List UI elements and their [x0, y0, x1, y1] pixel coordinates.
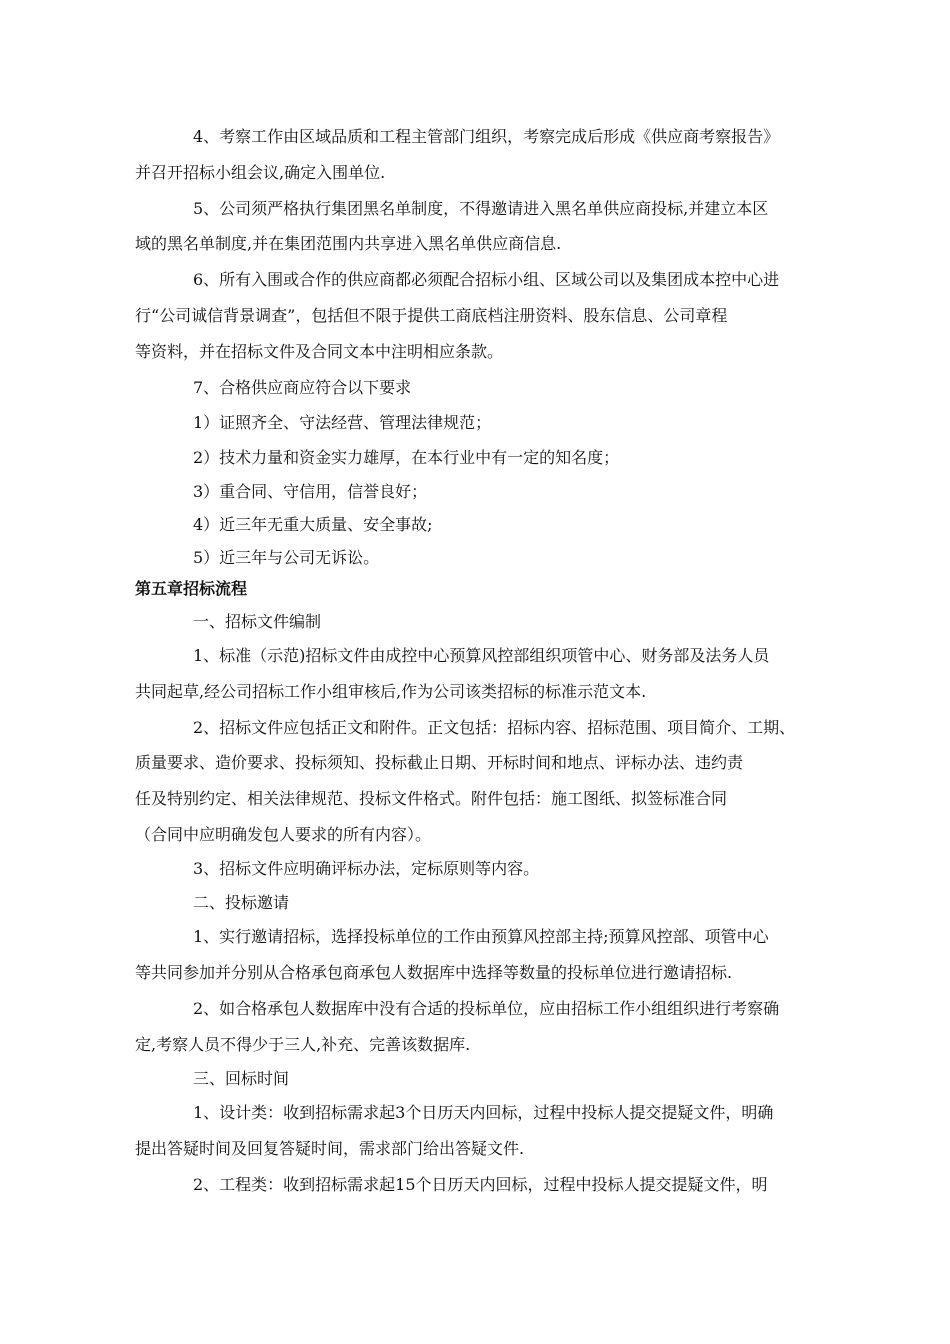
paragraph-line: 3、招标文件应明确评标办法，定标原则等内容。 — [193, 859, 540, 878]
paragraph-line: 共同起草,经公司招标工作小组审核后,作为公司该类招标的标准示范文本. — [135, 682, 647, 701]
chapter-heading: 第五章招标流程 — [135, 579, 248, 598]
paragraph-line: 并召开招标小组会议,确定入围单位. — [135, 163, 386, 182]
paragraph-line: 质量要求、造价要求、投标须知、投标截止日期、开标时间和地点、评标办法、违约责 — [135, 753, 744, 772]
paragraph-line: 定,考察人员不得少于三人,补充、完善该数据库. — [135, 1035, 471, 1054]
paragraph-line: 行“公司诚信背景调查”，包括但不限于提供工商底档注册资料、股东信息、公司章程 — [135, 306, 728, 325]
list-item: 1）证照齐全、守法经营、管理法律规范； — [193, 413, 492, 432]
list-item: 5）近三年与公司无诉讼。 — [193, 548, 380, 567]
paragraph-line: 2、工程类：收到招标需求起15个日历天内回标，过程中投标人提交提疑文件，明 — [193, 1175, 768, 1194]
paragraph-line: 1、标准（示范)招标文件由成控中心预算风控部组织项管中心、财务部及法务人员 — [193, 646, 770, 665]
paragraph-line: 7、合格供应商应符合以下要求 — [193, 378, 412, 397]
paragraph-line: 域的黑名单制度,并在集团范围内共享进入黑名单供应商信息. — [135, 234, 562, 253]
paragraph-line: 2、招标文件应包括正文和附件。正文包括：招标内容、招标范围、项目简介、工期、 — [193, 718, 796, 737]
paragraph-line: 6、所有入围或合作的供应商都必须配合招标小组、区域公司以及集团成本控中心进 — [193, 270, 780, 289]
paragraph-line: 5、公司须严格执行集团黑名单制度，不得邀请进入黑名单供应商投标,并建立本区 — [193, 199, 769, 218]
paragraph-line: 2、如合格承包人数据库中没有合适的投标单位，应由招标工作小组组织进行考察确 — [193, 999, 780, 1018]
list-item: 3）重合同、守信用，信誉良好； — [193, 482, 428, 501]
section-heading: 二、投标邀请 — [193, 893, 290, 912]
list-item: 2）技术力量和资金实力雄厚，在本行业中有一定的知名度； — [193, 448, 620, 467]
section-heading: 一、招标文件编制 — [193, 612, 322, 631]
paragraph-line: 等共同参加并分别从合格承包商承包人数据库中选择等数量的投标单位进行邀请招标. — [135, 963, 733, 982]
paragraph-line: 任及特别约定、相关法律规范、投标文件格式。附件包括：施工图纸、拟签标准合同 — [135, 789, 728, 808]
paragraph-line: 提出答疑时间及回复答疑时间，需求部门给出答疑文件. — [135, 1139, 525, 1158]
paragraph-line: 1、设计类：收到招标需求起3个日历天内回标，过程中投标人提交提疑文件，明确 — [193, 1103, 774, 1122]
paragraph-line: 等资料，并在招标文件及合同文本中注明相应条款。 — [135, 342, 504, 361]
section-heading: 三、回标时间 — [193, 1069, 290, 1088]
paragraph-line: （合同中应明确发包人要求的所有内容）。 — [135, 825, 432, 844]
paragraph-line: 4、考察工作由区域品质和工程主管部门组织，考察完成后形成《供应商考察报告》 — [193, 127, 780, 146]
paragraph-line: 1、实行邀请招标，选择投标单位的工作由预算风控部主持;预算风控部、项管中心 — [193, 927, 769, 946]
list-item: 4）近三年无重大质量、安全事故; — [193, 515, 433, 534]
